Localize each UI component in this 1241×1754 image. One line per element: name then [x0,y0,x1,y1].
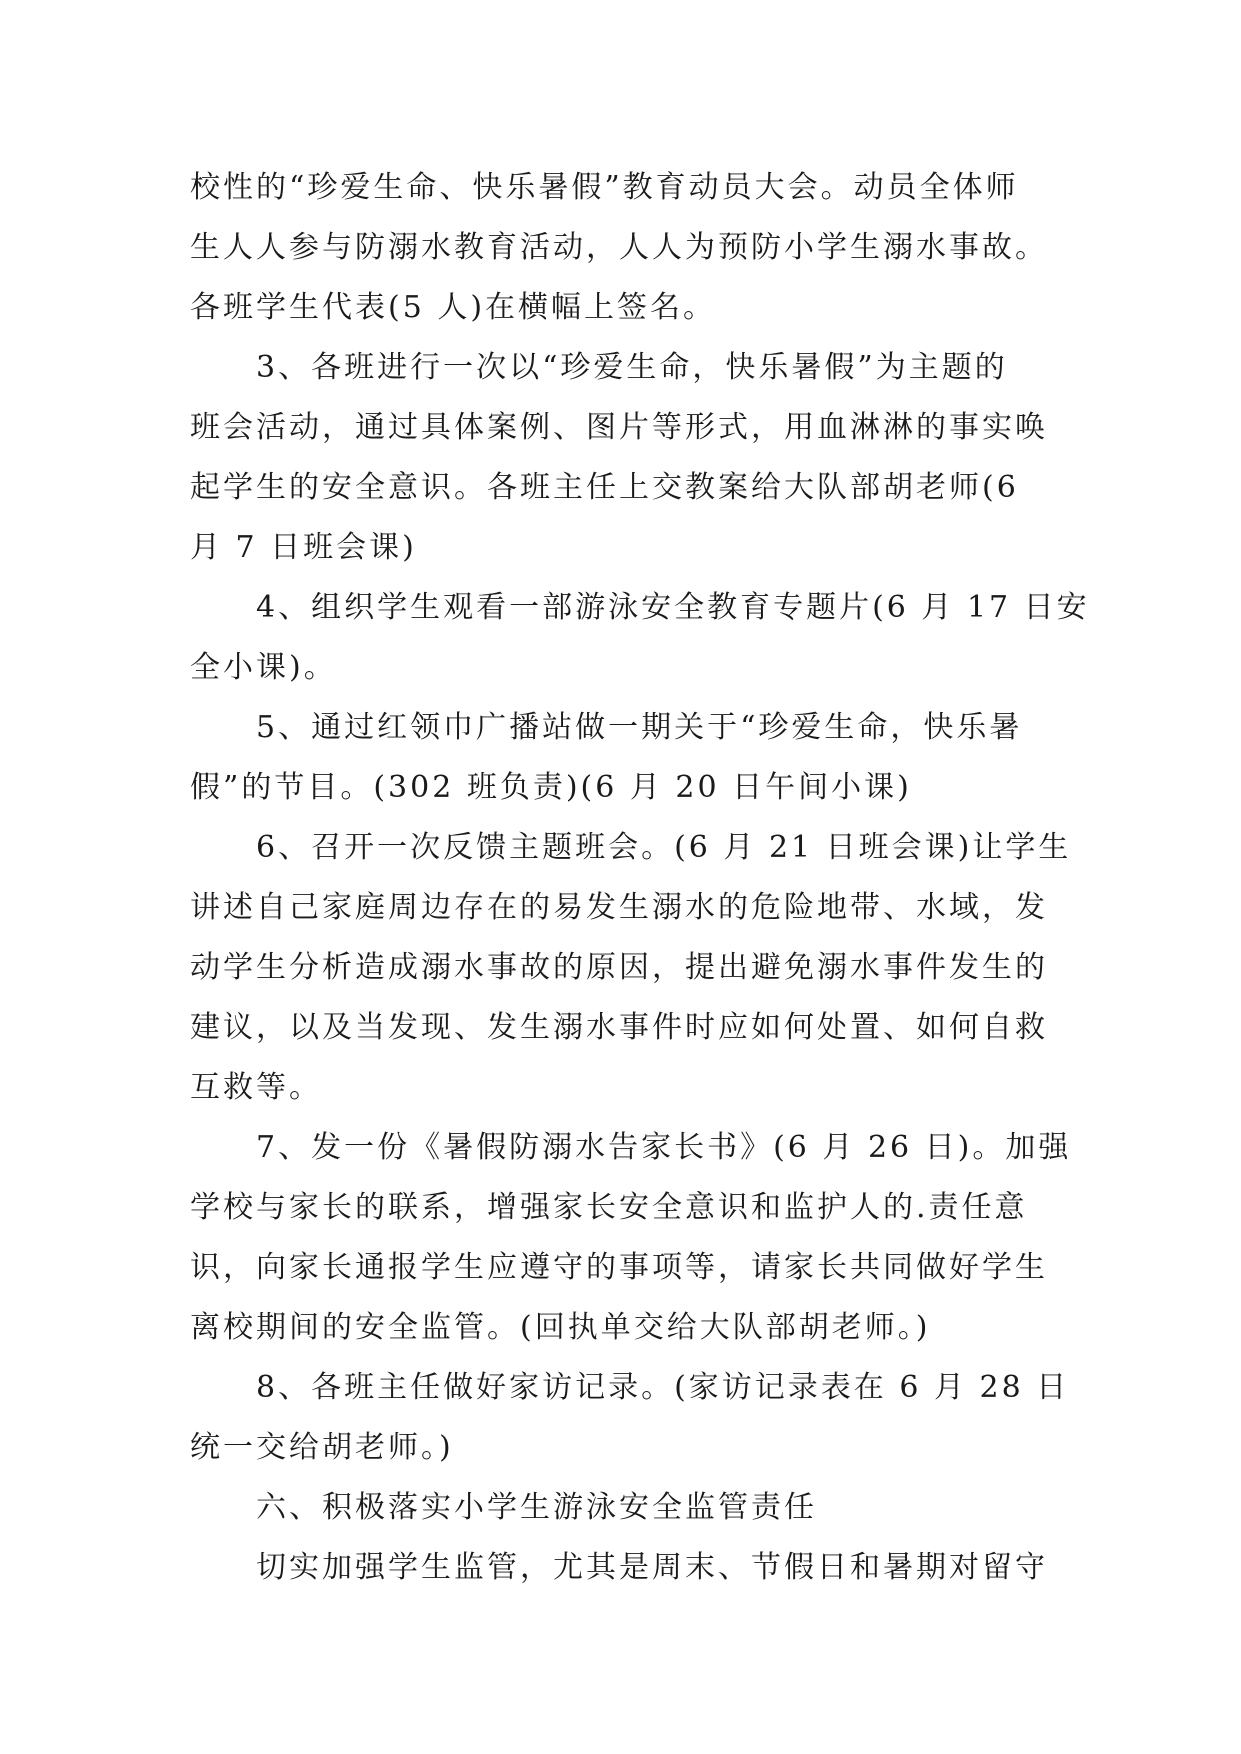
text-line: 动学生分析造成溺水事故的原因，提出避免溺水事件发生的 [190,950,1048,985]
list-item-8-line: 8、各班主任做好家访记录。(家访记录表在 6 月 28 日 [256,1370,1070,1405]
list-item-5-line: 5、通过红领巾广播站做一期关于“珍爱生命，快乐暑 [256,710,1023,745]
text-line: 生人人参与防溺水教育活动，人人为预防小学生溺水事故。 [190,230,1048,265]
body-text [190,158,1090,1598]
section-heading: 六、积极落实小学生游泳安全监管责任 [256,1490,817,1525]
text-line: 统一交给胡老师。) [190,1430,454,1465]
text-line: 互救等。 [190,1070,322,1105]
list-item-4-line: 4、组织学生观看一部游泳安全教育专题片(6 月 17 日安 [256,590,1090,625]
text-line: 班会活动，通过具体案例、图片等形式，用血淋淋的事实唤 [190,410,1048,445]
list-item-7-line: 7、发一份《暑假防溺水告家长书》(6 月 26 日)。加强 [256,1130,1072,1165]
paragraph-start-line: 切实加强学生监管，尤其是周末、节假日和暑期对留守 [256,1550,1048,1585]
text-line: 离校期间的安全监管。(回执单交给大队部胡老师。) [190,1310,931,1345]
text-line: 识，向家长通报学生应遵守的事项等，请家长共同做好学生 [190,1250,1048,1285]
text-line: 月 7 日班会课) [190,530,417,565]
text-line: 校性的“珍爱生命、快乐暑假”教育动员大会。动员全体师 [190,170,1019,205]
text-line: 学校与家长的联系，增强家长安全意识和监护人的.责任意 [190,1190,1028,1225]
text-line: 讲述自己家庭周边存在的易发生溺水的危险地带、水域，发 [190,890,1048,925]
text-line: 全小课)。 [190,650,337,685]
text-line: 假”的节目。(302 班负责)(6 月 20 日午间小课) [190,770,912,805]
list-item-3-line: 3、各班进行一次以“珍爱生命，快乐暑假”为主题的 [256,350,1008,385]
text-line: 起学生的安全意识。各班主任上交教案给大队部胡老师(6 [190,470,1019,505]
text-line: 建议，以及当发现、发生溺水事件时应如何处置、如何自救 [190,1010,1048,1045]
text-line: 各班学生代表(5 人)在横幅上签名。 [190,290,717,325]
list-item-6-line: 6、召开一次反馈主题班会。(6 月 21 日班会课)让学生 [256,830,1072,865]
